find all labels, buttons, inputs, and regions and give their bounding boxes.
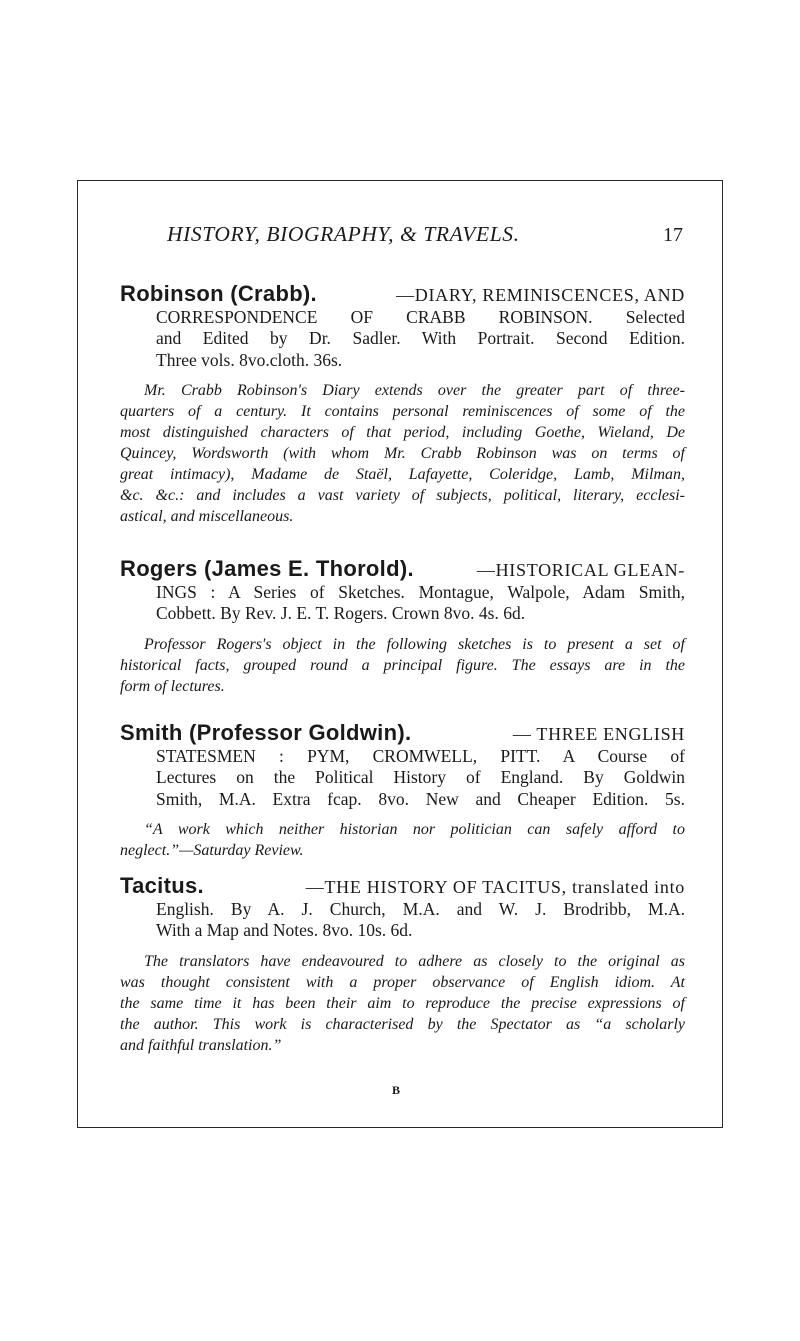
description-line: “A work which neither historian nor politician can safely afford to <box>144 821 685 838</box>
entry-line: Lectures on the Political History of England. By Goldwin <box>156 767 685 787</box>
entry-title: —DIARY, REMINISCENCES, AND <box>396 285 685 305</box>
description-line: Professor Rogers's object in the following sketches is to present a set of <box>144 635 685 653</box>
entry-subject: Smith (Professor Goldwin). <box>120 720 412 745</box>
description-line: and faithful translation.” <box>120 1036 282 1054</box>
entry-title: — THREE ENGLISH <box>512 724 685 744</box>
page-number: 17 <box>663 224 683 246</box>
page-header <box>117 222 683 258</box>
description-line: Quincey, Wordsworth (with whom Mr. Crabb Robinson was on terms of <box>120 445 685 462</box>
description-line: quarters of a century. It contains personal reminiscences of some of the <box>120 403 685 420</box>
entry-title: —HISTORICAL GLEAN- <box>476 560 685 580</box>
catalogue-entry-rogers <box>120 558 685 697</box>
entry-line: STATESMEN : PYM, CROMWELL, PITT. A Course of <box>156 745 685 766</box>
description-line: &c. &c.: and includes a vast variety of subjects, political, literary, ecclesi- <box>120 487 685 504</box>
catalogue-entry-robinson <box>120 283 685 527</box>
entry-line: Cobbett. By Rev. J. E. T. Rogers. Crown 8vo. 4s. 6d. <box>156 603 526 623</box>
description-line: was thought consistent with a proper observance of English idiom. At <box>120 973 685 991</box>
entry-subject: Robinson (Crabb). <box>120 281 317 306</box>
entry-line: English. By A. J. Church, M.A. and W. J. Brodribb, M.A. <box>156 898 685 919</box>
catalogue-entry-smith <box>120 722 685 861</box>
entry-line: CORRESPONDENCE OF CRABB ROBINSON. Selected <box>156 306 685 327</box>
entry-description <box>120 634 685 697</box>
entry-description <box>120 951 685 1056</box>
description-line: astical, and miscellaneous. <box>120 508 294 525</box>
entry-description <box>120 380 685 527</box>
description-line: the author. This work is characterised by the Spectator as “a scholarly <box>120 1015 685 1033</box>
description-line: the same time it has been their aim to reproduce the precise expressions of <box>120 994 685 1012</box>
entry-subject: Rogers (James E. Thorold). <box>120 556 414 581</box>
signature-mark: B <box>392 1083 401 1097</box>
entry-description <box>120 819 685 861</box>
entry-line: Smith, M.A. Extra fcap. 8vo. New and Cheaper Edition. 5s. <box>156 788 685 809</box>
entry-line: With a Map and Notes. 8vo. 10s. 6d. <box>156 920 413 940</box>
description-line: The translators have endeavoured to adhere as closely to the original as <box>144 952 685 970</box>
description-line: most distinguished characters of that period, including Goethe, Wieland, De <box>120 424 685 441</box>
description-line: historical facts, grouped round a principal figure. The essays are in the <box>120 656 685 674</box>
entry-line: INGS : A Series of Sketches. Montague, Walpole, Adam Smith, <box>156 581 685 602</box>
entry-title: —THE HISTORY OF TACITUS, translated into <box>305 877 685 897</box>
catalogue-entry-tacitus <box>120 875 685 1056</box>
running-head: HISTORY, BIOGRAPHY, & TRAVELS. <box>167 222 520 246</box>
description-line: form of lectures. <box>120 677 225 695</box>
entry-line: and Edited by Dr. Sadler. With Portrait. Second Edition. <box>156 328 685 348</box>
entry-subject: Tacitus. <box>120 873 204 898</box>
description-line: great intimacy), Madame de Staël, Lafayette, Coleridge, Lamb, Milman, <box>120 466 685 483</box>
description-line: neglect.”—Saturday Review. <box>120 842 304 859</box>
description-line: Mr. Crabb Robinson's Diary extends over the greater part of three- <box>144 382 685 399</box>
entry-line: Three vols. 8vo.cloth. 36s. <box>156 349 343 370</box>
